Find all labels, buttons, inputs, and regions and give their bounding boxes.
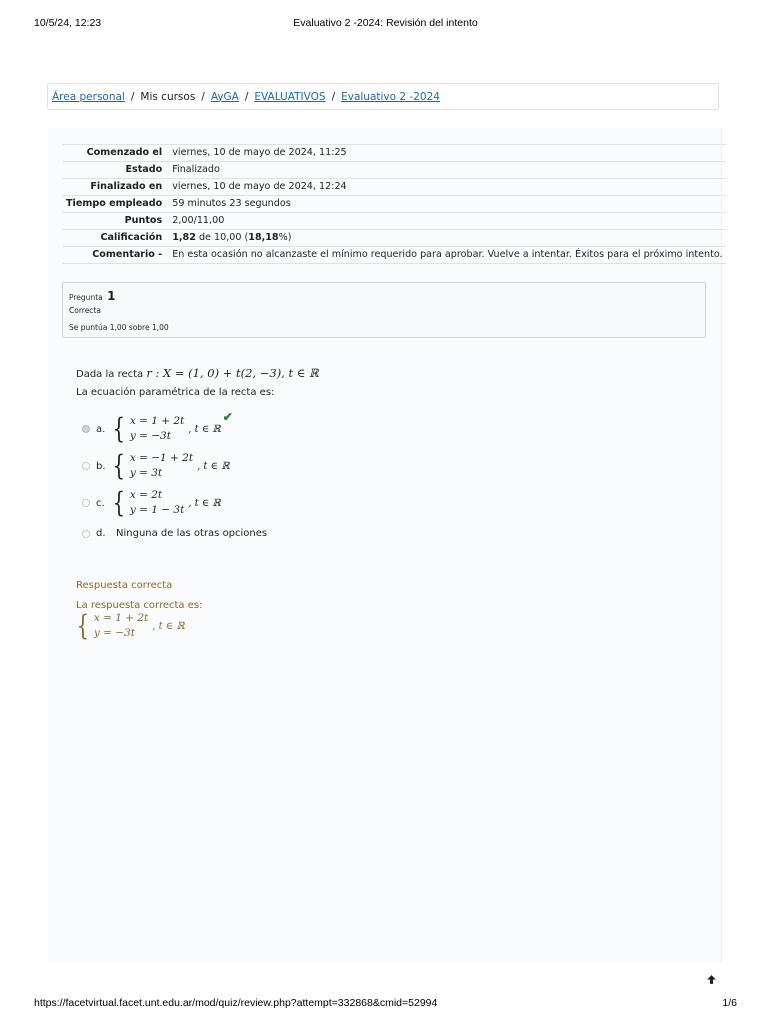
- summary-label: Finalizado en: [63, 179, 168, 196]
- summary-row: [63, 179, 726, 196]
- question-text-math: r : X = (1, 0) + t(2, −3), t ∈ ℝ: [146, 366, 319, 380]
- summary-row: [63, 213, 726, 230]
- equation-line: y = −3t: [129, 430, 171, 442]
- option-radio[interactable]: [82, 499, 90, 507]
- equation-line: x = 1 + 2t: [93, 612, 149, 624]
- brace-icon: {: [112, 449, 126, 482]
- arrow-up-icon: [706, 974, 717, 985]
- summary-label: Comentario -: [63, 247, 168, 264]
- question-prefix: Pregunta: [69, 293, 103, 302]
- question-info: [62, 282, 706, 338]
- summary-value: [168, 230, 725, 247]
- right-answer-equation: [74, 611, 185, 641]
- option-radio[interactable]: [82, 530, 90, 538]
- print-header: [34, 17, 737, 31]
- right-answer: [74, 611, 185, 641]
- grade-percent: 18,18: [248, 232, 279, 243]
- summary-value: viernes, 10 de mayo de 2024, 12:24: [168, 179, 725, 196]
- breadcrumb-separator: /: [244, 90, 249, 103]
- grade-score: 1,82: [172, 232, 196, 243]
- question-prompt: La ecuación paramétrica de la recta es:: [76, 387, 275, 398]
- summary-label: Calificación: [63, 230, 168, 247]
- back-to-top-button[interactable]: [698, 968, 724, 990]
- breadcrumb-evaluativo-2[interactable]: Evaluativo 2 -2024: [341, 90, 440, 103]
- option-equation: [110, 410, 233, 445]
- equation-domain: , t ∈ ℝ: [188, 423, 221, 435]
- summary-value: En esta ocasión no alcanzaste el mínimo requerido para aprobar. Vuelve a intentar. Éxitos para el próximo intento.: [168, 247, 725, 264]
- question-text: [76, 366, 319, 380]
- question-state: Correcta: [69, 306, 101, 315]
- feedback-text: Respuesta correcta: [76, 580, 173, 591]
- option-radio[interactable]: [82, 462, 90, 470]
- option-letter: a.: [96, 423, 106, 435]
- grade-middle: de 10,00 (: [195, 232, 249, 243]
- option-b[interactable]: [82, 451, 230, 481]
- breadcrumb-area-personal[interactable]: Área personal: [52, 90, 125, 103]
- print-date: 10/5/24, 12:23: [34, 17, 102, 29]
- summary-value: viernes, 10 de mayo de 2024, 11:25: [168, 145, 725, 162]
- option-letter: d.: [96, 528, 106, 539]
- breadcrumb-mis-cursos: Mis cursos: [140, 90, 196, 103]
- equation-line: x = −1 + 2t: [129, 452, 194, 464]
- summary-label: Estado: [63, 162, 168, 179]
- summary-value: Finalizado: [168, 162, 725, 179]
- question-number-value: 1: [107, 289, 116, 303]
- print-title: Evaluativo 2 -2024: Revisión del intento: [293, 17, 478, 29]
- right-answer-label: La respuesta correcta es:: [76, 600, 203, 611]
- summary-row: [63, 196, 726, 213]
- equation-line: x = 1 + 2t: [129, 415, 185, 427]
- summary-value: 59 minutos 23 segundos: [168, 196, 725, 213]
- option-text: Ninguna de las otras opciones: [116, 528, 268, 539]
- summary-value: 2,00/11,00: [168, 213, 725, 230]
- question-grade: Se puntúa 1,00 sobre 1,00: [69, 323, 169, 332]
- attempt-summary-table: [63, 144, 726, 264]
- print-footer: [34, 997, 737, 1011]
- question-number: [69, 289, 699, 303]
- option-letter: b.: [96, 460, 106, 472]
- grade-end: %): [278, 232, 292, 243]
- summary-label: Puntos: [63, 213, 168, 230]
- summary-row: [63, 162, 726, 179]
- equation-line: y = 1 − 3t: [129, 504, 185, 516]
- breadcrumb-ayga[interactable]: AyGA: [210, 90, 239, 103]
- summary-row-grade: [63, 230, 726, 247]
- question-text-prefix: Dada la recta: [76, 369, 147, 380]
- breadcrumb-separator: /: [130, 90, 135, 103]
- breadcrumb: [47, 83, 719, 110]
- breadcrumb-separator: /: [201, 90, 205, 103]
- summary-row-comment: [63, 247, 726, 264]
- option-a[interactable]: [82, 410, 233, 445]
- option-d[interactable]: [82, 528, 267, 539]
- option-radio[interactable]: [82, 425, 90, 433]
- breadcrumb-evaluativos[interactable]: EVALUATIVOS: [254, 90, 326, 103]
- equation-domain: , t ∈ ℝ: [188, 497, 221, 509]
- print-url: https://facetvirtual.facet.unt.edu.ar/mod/quiz/review.php?attempt=332868&cmid=52994: [34, 997, 438, 1009]
- summary-label: Comenzado el: [63, 145, 168, 162]
- brace-icon: {: [76, 609, 90, 642]
- option-equation: [110, 488, 221, 518]
- breadcrumb-separator: /: [331, 90, 336, 103]
- summary-row: [63, 145, 726, 162]
- option-equation: [110, 451, 230, 481]
- equation-line: x = 2t: [129, 489, 163, 501]
- option-c[interactable]: [82, 488, 221, 518]
- option-letter: c.: [96, 497, 105, 509]
- equation-line: y = 3t: [129, 467, 163, 479]
- equation-domain: , t ∈ ℝ: [152, 620, 185, 632]
- summary-label: Tiempo empleado: [63, 196, 168, 213]
- brace-icon: {: [112, 412, 126, 445]
- equation-domain: , t ∈ ℝ: [197, 460, 230, 472]
- print-page-number: 1/6: [722, 997, 737, 1009]
- equation-line: y = −3t: [93, 627, 135, 639]
- brace-icon: {: [112, 486, 126, 519]
- check-icon: ✔: [222, 410, 233, 424]
